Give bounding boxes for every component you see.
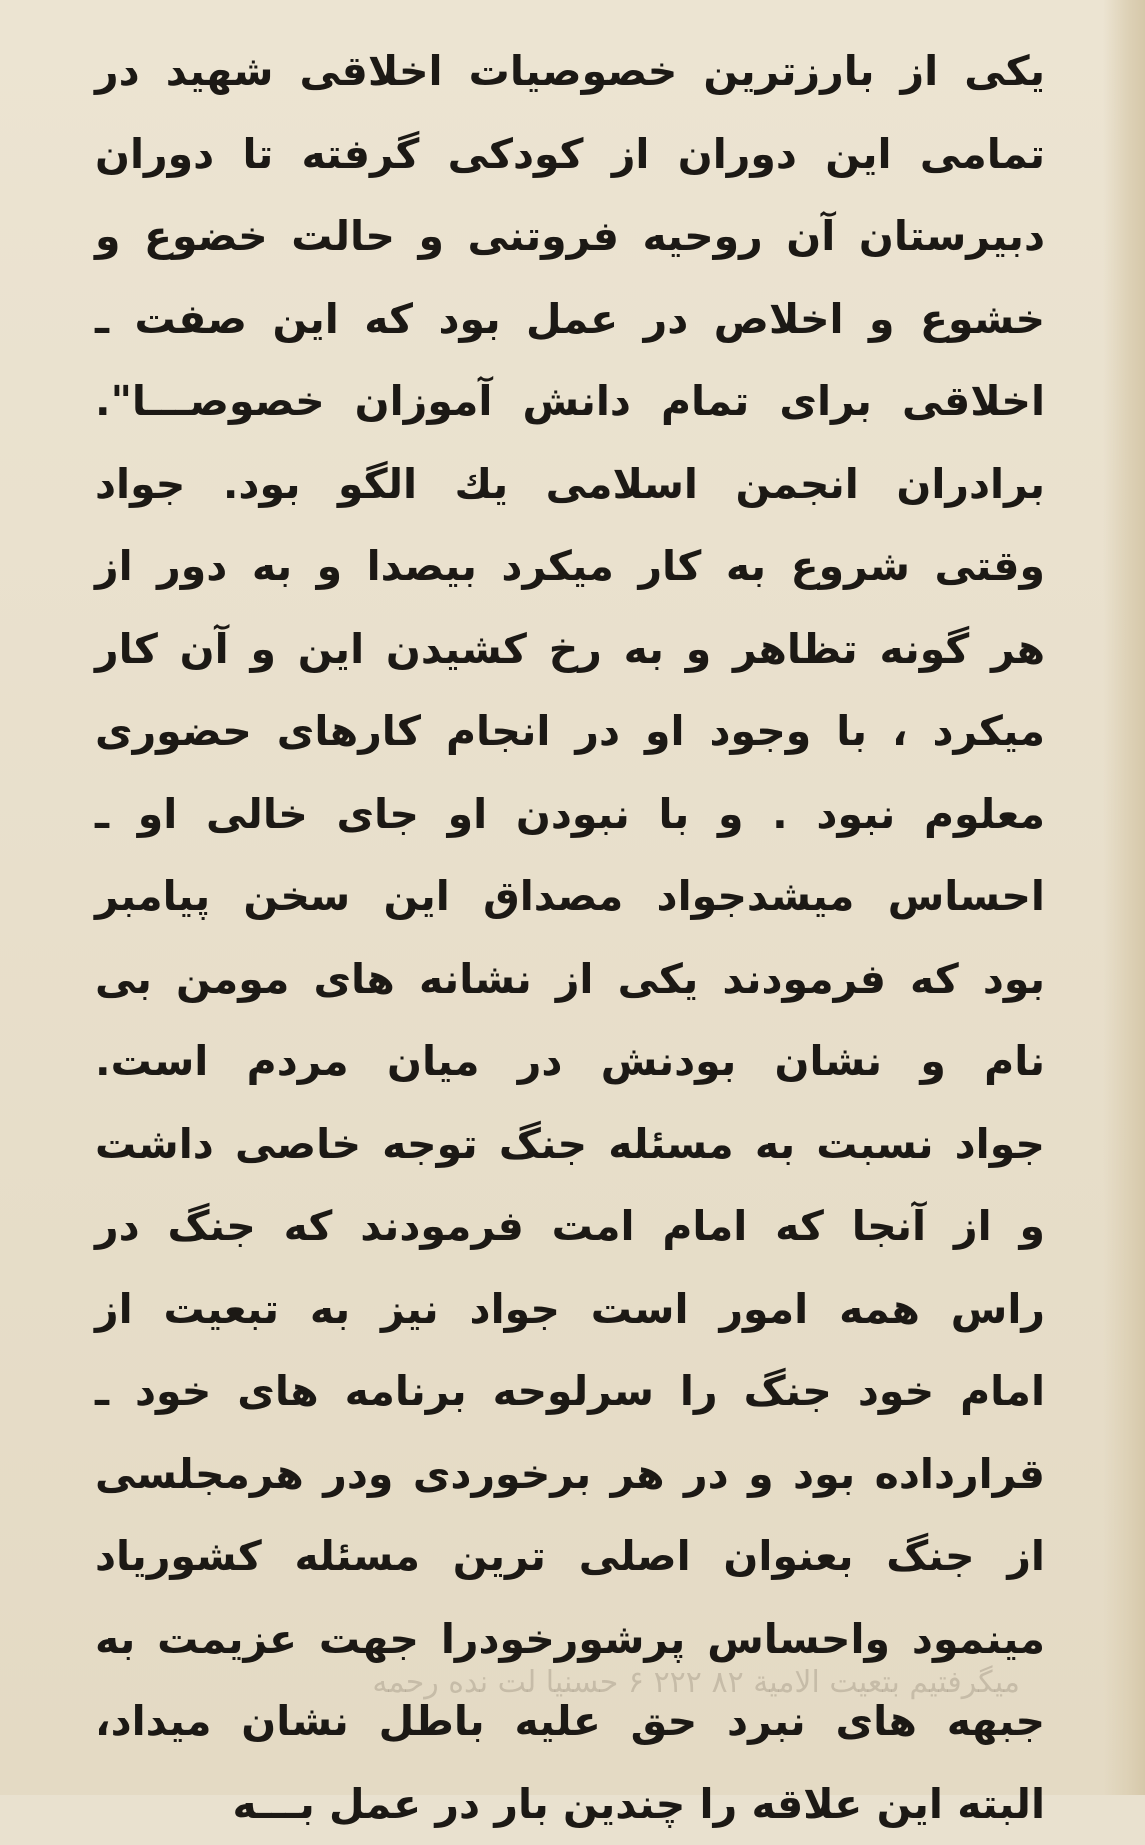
bleed-through-text: میگرفتیم بتعیت الامیة ۸۲ ۲۲۲ ۶ حسنیا لت نده رحمه bbox=[120, 1665, 1020, 1700]
text-line: جبهه های نبرد حق علیه باطل نشان میداد، bbox=[95, 1680, 1045, 1763]
text-line: تمامی این دوران از کودکی گرفته تا دوران bbox=[95, 113, 1045, 196]
text-line: دبیرستان آن روحیه فروتنی و حالت خضوع و bbox=[95, 195, 1045, 278]
text-line: میکرد ، با وجود او در انجام کارهای حضوری bbox=[95, 690, 1045, 773]
text-line: بود که فرمودند یکی از نشانه های مومن بی bbox=[95, 938, 1045, 1021]
text-line: و از آنجا که امام امت فرمودند که جنگ در bbox=[95, 1185, 1045, 1268]
text-line: وقتی شروع به کار میکرد بیصدا و به دور از bbox=[95, 525, 1045, 608]
text-line: هر گونه تظاهر و به رخ کشیدن این و آن کار bbox=[95, 608, 1045, 691]
text-line: البته این علاقه را چندین بار در عمل بـــه bbox=[95, 1763, 1045, 1845]
page-edge-shadow bbox=[1103, 0, 1145, 1795]
text-line: احساس میشدجواد مصداق این سخن پیامبر bbox=[95, 855, 1045, 938]
text-line: نام و نشان بودنش در میان مردم است. bbox=[95, 1020, 1045, 1103]
text-line: راس همه امور است جواد نیز به تبعیت از bbox=[95, 1268, 1045, 1351]
text-line: خشوع و اخلاص در عمل بود که این صفت ـ bbox=[95, 278, 1045, 361]
text-line: امام خود جنگ را سرلوحه برنامه های خود ـ bbox=[95, 1350, 1045, 1433]
body-text bbox=[95, 30, 1045, 1845]
text-line: از جنگ بعنوان اصلی ترین مسئله کشوریاد bbox=[95, 1515, 1045, 1598]
text-line: برادران انجمن اسلامی یك الگو بود. جواد bbox=[95, 443, 1045, 526]
text-line: قرارداده بود و در هر برخوردی ودر هرمجلسی bbox=[95, 1433, 1045, 1516]
text-line: اخلاقی برای تمام دانش آموزان خصوصـــا". bbox=[95, 360, 1045, 443]
text-line: جواد نسبت به مسئله جنگ توجه خاصی داشت bbox=[95, 1103, 1045, 1186]
text-line: معلوم نبود . و با نبودن او جای خالی او ـ bbox=[95, 773, 1045, 856]
text-line: یکی از بارزترین خصوصیات اخلاقی شهید در bbox=[95, 30, 1045, 113]
text-line: مینمود واحساس پرشورخودرا جهت عزیمت به bbox=[95, 1598, 1045, 1681]
